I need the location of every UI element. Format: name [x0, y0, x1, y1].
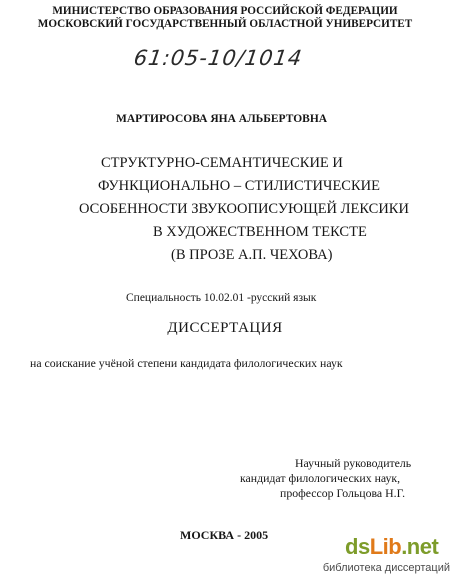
city-year: МОСКВА - 2005 [180, 528, 269, 542]
supervisor-block [240, 456, 411, 501]
title-line-3: ОСОБЕННОСТИ ЗВУКООПИСУЮЩЕЙ ЛЕКСИКИ [79, 201, 409, 217]
dslib-logo [345, 534, 438, 560]
degree-line: на соискание учёной степени кандидата филологических наук [30, 356, 343, 370]
document-type-heading: ДИССЕРТАЦИЯ [167, 320, 283, 336]
dissertation-title [0, 152, 450, 267]
title-line-2: ФУНКЦИОНАЛЬНО – СТИЛИСТИЧЕСКИЕ [98, 178, 380, 194]
supervisor-role: Научный руководитель [295, 456, 412, 470]
author-name: МАРТИРОСОВА ЯНА АЛЬБЕРТОВНА [116, 113, 328, 125]
ministry-header [0, 5, 450, 31]
title-line-1: СТРУКТУРНО-СЕМАНТИЧЕСКИЕ И [101, 155, 343, 171]
dslib-watermark[interactable] [322, 532, 450, 582]
dslib-subtitle: библиотека диссертаций [322, 562, 450, 574]
logo-lib: Lib [369, 534, 402, 559]
handwritten-catalog-code: 61:05-10/1014 [132, 46, 305, 70]
supervisor-degree: кандидат филологических наук, [240, 471, 401, 485]
logo-net: .net [401, 534, 439, 559]
title-line-4: В ХУДОЖЕСТВЕННОМ ТЕКСТЕ [153, 224, 367, 240]
university-line: МОСКОВСКИЙ ГОСУДАРСТВЕННЫЙ ОБЛАСТНОЙ УНИВЕРСИТЕТ [37, 18, 413, 30]
specialty-line: Специальность 10.02.01 -русский язык [126, 292, 317, 304]
ministry-line: МИНИСТЕРСТВО ОБРАЗОВАНИЯ РОССИЙСКОЙ ФЕДЕРАЦИИ [52, 5, 398, 17]
logo-ds: ds [345, 534, 370, 559]
supervisor-name: профессор Гольцова Н.Г. [280, 486, 406, 500]
title-line-5: (В ПРОЗЕ А.П. ЧЕХОВА) [171, 247, 333, 263]
